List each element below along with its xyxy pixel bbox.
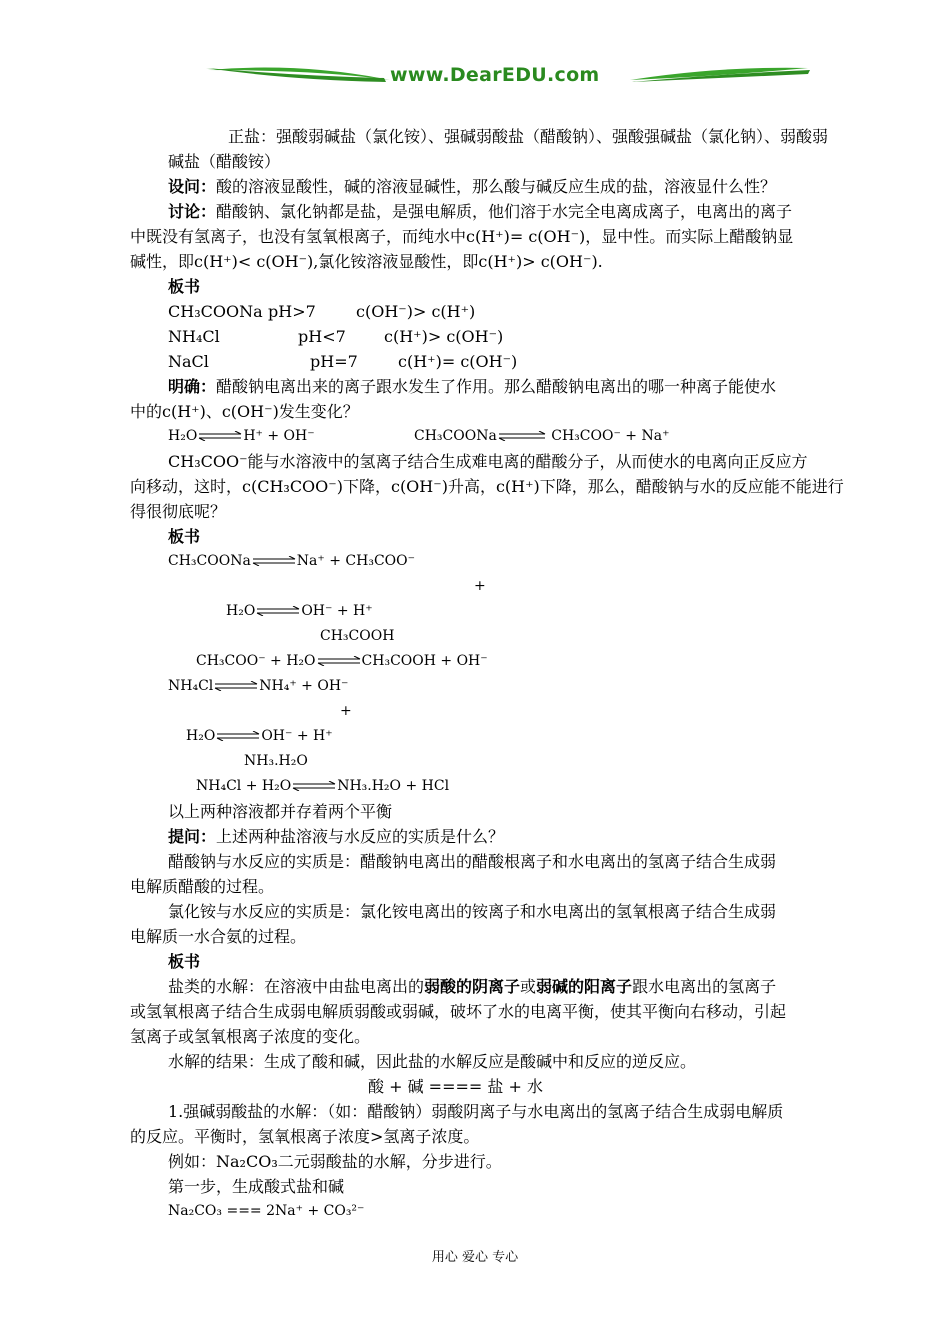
page-footer: 用心 爱心 专心: [431, 1250, 519, 1265]
bold-text: 弱碱的阳离子: [536, 977, 633, 996]
text-line: 或氢氧根离子结合生成弱电解质弱酸或弱碱，破坏了水的电离平衡，使其平衡向右移动，引起: [130, 1002, 787, 1021]
text-line: 碱性，即c(H⁺)< c(OH⁻),氯化铵溶液显酸性，即c(H⁺)> c(OH⁻).: [130, 252, 603, 271]
eq-left: CH₃COONa: [414, 428, 497, 444]
ask-line: [168, 824, 892, 849]
table-row: [168, 349, 892, 374]
equilibrium-arrow-icon: [316, 656, 362, 666]
text: 醋酸钠电离出来的离子跟水发生了作用。那么醋酸钠电离出的哪一种离子能使水: [216, 377, 777, 396]
text-line: 例如：Na₂CO₃二元弱酸盐的水解，分步进行。: [168, 1152, 502, 1171]
equation: [168, 674, 892, 699]
text-line: 以上两种溶液都并存着两个平衡: [168, 802, 393, 821]
text-line: 中的c(H⁺)、c(OH⁻)发生变化？: [130, 402, 359, 421]
eq-left: NH₄Cl: [168, 678, 214, 694]
text: 酸的溶液显酸性，碱的溶液显碱性，那么酸与碱反应生成的盐，溶液显什么性？: [216, 177, 777, 196]
equation: [196, 774, 696, 799]
equilibrium-arrow-icon: [497, 431, 547, 441]
text: 跟水电离出的氢离子: [632, 977, 777, 996]
eq-right: Na⁺ + CH₃COO⁻: [296, 553, 416, 569]
site-logo[interactable]: www.DearEDU.com: [390, 64, 600, 86]
eq-right: NH₃.H₂O + HCl: [337, 778, 450, 794]
text-line: 得很彻底呢？: [130, 502, 227, 521]
plus-sign: +: [340, 703, 352, 719]
eq-right: OH⁻ + H⁺: [301, 603, 373, 619]
cell: pH<7: [298, 327, 346, 346]
table-row: [168, 324, 892, 349]
formula: CH₃COOH: [320, 628, 395, 644]
eq-left: H₂O: [226, 603, 256, 619]
discussion-line: [168, 199, 892, 224]
text: 或: [520, 977, 537, 996]
board-heading: 板书: [168, 952, 201, 971]
label: 明确：: [168, 377, 217, 396]
label: 讨论：: [168, 202, 217, 221]
text-line: 碱盐（醋酸铵）: [168, 152, 281, 171]
equilibrium-arrow-icon: [291, 781, 337, 791]
eq-right: OH⁻ + H⁺: [261, 728, 333, 744]
cell: CH₃COONa: [168, 302, 263, 321]
board-heading: 板书: [168, 527, 201, 546]
equilibrium-arrow-icon: [255, 606, 301, 616]
equation: [168, 549, 892, 574]
text-line: CH₃COO⁻能与水溶液中的氢离子结合生成难电离的醋酸分子，从而使水的电离向正反应方: [168, 452, 808, 471]
equilibrium-arrow-icon: [251, 556, 297, 566]
text-line: 中既没有氢离子，也没有氢氧根离子，而纯水中c(H⁺)= c(OH⁻)，显中性。而实际上醋酸钠显: [130, 227, 794, 246]
equilibrium-arrow-icon: [197, 431, 243, 441]
equation: [196, 649, 696, 674]
text-line: 电解质醋酸的过程。: [130, 877, 275, 896]
cell: pH=7: [310, 352, 358, 371]
equation: [186, 724, 586, 749]
board-heading: 板书: [168, 277, 201, 296]
cell: pH>7: [268, 302, 316, 321]
text-line: 水解的结果：生成了酸和碱，因此盐的水解反应是酸碱中和反应的逆反应。: [168, 1052, 697, 1071]
eq-right: H⁺ + OH⁻: [243, 428, 315, 444]
clarify-line: [168, 374, 892, 399]
text-line: 的反应。平衡时，氢氧根离子浓度>氢离子浓度。: [130, 1127, 480, 1146]
eq-right: CH₃COOH + OH⁻: [361, 653, 488, 669]
equation: Na₂CO₃ === 2Na⁺ + CO₃²⁻: [168, 1203, 365, 1219]
text-line: 正盐：强酸弱碱盐（氯化铵）、强碱弱酸盐（醋酸钠）、强酸强碱盐（氯化钠）、弱酸弱: [228, 127, 829, 146]
equilibrium-arrow-icon: [215, 731, 261, 741]
eq-left: CH₃COO⁻ + H₂O: [196, 653, 316, 669]
eq-left: H₂O: [168, 428, 198, 444]
text-line: 第一步，生成酸式盐和碱: [168, 1177, 345, 1196]
eq-left: H₂O: [186, 728, 216, 744]
cell: c(H⁺)= c(OH⁻): [398, 352, 518, 371]
formula: NH₃.H₂O: [244, 753, 308, 769]
cell: c(OH⁻)> c(H⁺): [356, 302, 476, 321]
text-line: 向移动，这时，c(CH₃COO⁻)下降，c(OH⁻)升高，c(H⁺)下降，那么，醋酸钠与水的反应能不能进行: [130, 477, 844, 496]
text-line: 氢离子或氢氧根离子浓度的变化。: [130, 1027, 371, 1046]
equilibrium-arrow-icon: [213, 681, 259, 691]
text-line: 电解质一水合氨的过程。: [130, 927, 307, 946]
table-row: [168, 299, 892, 324]
eq-left: CH₃COONa: [168, 553, 251, 569]
definition-line: [168, 974, 892, 999]
bold-text: 弱酸的阴离子: [424, 977, 521, 996]
text: 上述两种盐溶液与水反应的实质是什么？: [216, 827, 505, 846]
equation: [226, 599, 626, 624]
text: 盐类的水解：在溶液中由盐电离出的: [168, 977, 425, 996]
text-line: 氯化铵与水反应的实质是：氯化铵电离出的铵离子和水电离出的氢氧根离子结合生成弱: [168, 902, 777, 921]
text-line: 1.强碱弱酸盐的水解：（如：醋酸钠）弱酸阴离子与水电离出的氢离子结合生成弱电解质: [168, 1102, 784, 1121]
equation: 酸 + 碱 ==== 盐 + 水: [368, 1077, 543, 1096]
text: 醋酸钠、氯化钠都是盐，是强电解质，他们溶于水完全电离成离子，电离出的离子: [216, 202, 793, 221]
plus-sign: +: [474, 578, 486, 594]
eq-right: CH₃COO⁻ + Na⁺: [551, 428, 670, 444]
text-line: 醋酸钠与水反应的实质是：醋酸钠电离出的醋酸根离子和水电离出的氢离子结合生成弱: [168, 852, 777, 871]
eq-right: NH₄⁺ + OH⁻: [259, 678, 349, 694]
label: 设问：: [168, 177, 217, 196]
cell: NaCl: [168, 352, 209, 371]
equation: [414, 424, 714, 449]
label: 提问：: [168, 827, 217, 846]
eq-left: NH₄Cl + H₂O: [196, 778, 292, 794]
site-header: [200, 58, 814, 98]
question-line: [168, 174, 892, 199]
cell: NH₄Cl: [168, 327, 220, 346]
cell: c(H⁺)> c(OH⁻): [384, 327, 504, 346]
